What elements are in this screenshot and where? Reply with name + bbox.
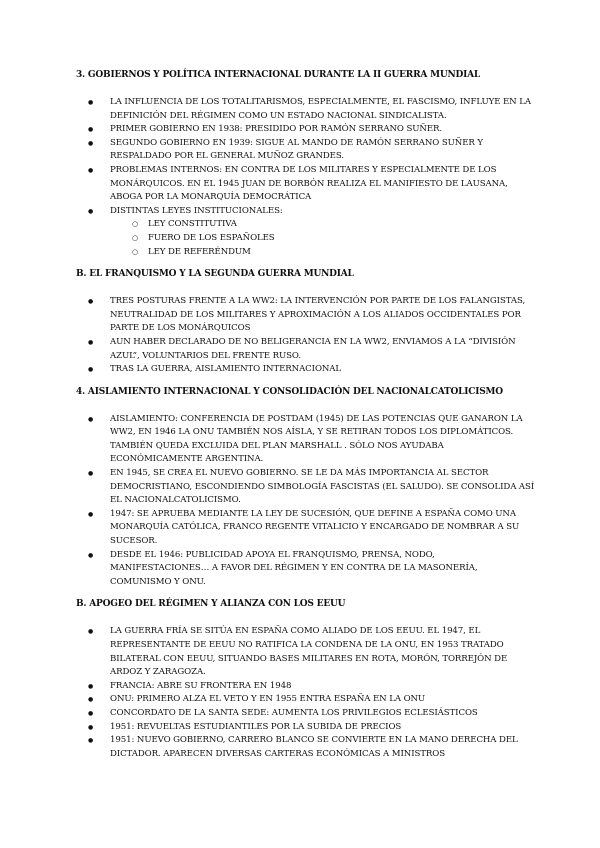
section-heading: B. APOGEO DEL RÉGIMEN Y ALIANZA CON LOS EEUU [76,599,346,610]
sub-list [110,218,536,259]
list-item: ● 1951: NUEVO GOBIERNO, CARRERO BLANCO SE CONVIERTE EN LA MANO DERECHA DEL DICTADOR. APARECEN DIVERSAS CARTERAS ECONÓMICAS A MINISTROS [76,734,536,761]
list-item: ● FRANCIA: ABRE SU FRONTERA EN 1948 [76,680,536,694]
list-item: ● CONCORDATO DE LA SANTA SEDE: AUMENTA LOS PRIVILEGIOS ECLESIÁSTICOS [76,707,536,721]
list-item: ● 1947: SE APRUEBA MEDIANTE LA LEY DE SUCESIÓN, QUE DEFINE A ESPAÑA COMO UNA MONARQUÍA CATÓLICA, FRANCO REGENTE VITALICIO Y ENCARGADO DE NOMBRAR A SU SUCESOR. [76,508,536,549]
section-heading: 4. AISLAMIENTO INTERNACIONAL Y CONSOLIDACIÓN DEL NACIONALCATOLICISMO [76,386,503,397]
bullet-list [76,295,536,377]
document-content [76,70,536,771]
list-item: ● LA GUERRA FRÍA SE SITÚA EN ESPAÑA COMO ALIADO DE LOS EEUU. EL 1947, EL REPRESENTANTE DE EEUU NO RATIFICA LA CONDENA DE LA ONU, EN 1953 TRATADO BILATERAL CON EEUU, SITUANDO BASES MILITARES EN ROTA, MORÓN, TORREJÓN DE ARDOZ Y ZARAGOZA. [76,625,536,679]
list-item [76,205,536,259]
list-item: ● PROBLEMAS INTERNOS: EN CONTRA DE LOS MILITARES Y ESPECIALMENTE DE LOS MONÁRQUICOS. EN EL 1945 JUAN DE BORBÓN REALIZA EL MANIFIESTO DE LAUSANA, ABOGA POR LA MONARQUÍA DEMOCRÁTICA [76,164,536,205]
list-item: ● SEGUNDO GOBIERNO EN 1939: SIGUE AL MANDO DE RAMÓN SERRANO SUÑER Y RESPALDADO POR EL GENERAL MUÑOZ GRANDES. [76,137,536,164]
section-franquismo-ww2 [76,269,536,377]
list-item: ● LA INFLUENCIA DE LOS TOTALITARISMOS, ESPECIALMENTE, EL FASCISMO, INFLUYE EN LA DEFINICIÓN DEL RÉGIMEN COMO UN ESTADO NACIONAL SINDICALISTA. [76,96,536,123]
list-item: ● AISLAMIENTO: CONFERENCIA DE POSTDAM (1945) DE LAS POTENCIAS QUE GANARON LA WW2, EN 1946 LA ONU TAMBIÉN NOS AÍSLA, Y SE RETIRAN TODOS LOS DIPLOMÁTICOS. TAMBIÉN QUEDA EXCLUIDA DEL PLAN MARSHALL . SÓLO NOS AYUDABA ECONÓMICAMENTE ARGENTINA. [76,413,536,467]
section-apogeo [76,599,536,761]
bullet-list [76,413,536,590]
sub-list-item: ○ LEY CONSTITUTIVA [110,218,536,232]
bullet-list [76,96,536,259]
list-item-text: DISTINTAS LEYES INSTITUCIONALES: [110,205,283,216]
sub-list-item: ○ FUERO DE LOS ESPAÑOLES [110,232,536,246]
bullet-list [76,625,536,761]
section-heading: B. EL FRANQUISMO Y LA SEGUNDA GUERRA MUNDIAL [76,269,354,280]
list-item: ● 1951: REVUELTAS ESTUDIANTILES POR LA SUBIDA DE PRECIOS [76,721,536,735]
list-item: ● AUN HABER DECLARADO DE NO BELIGERANCIA EN LA WW2, ENVIAMOS A LA “DIVISIÓN AZUL”, VOLUNTARIOS DEL FRENTE RUSO. [76,336,536,363]
list-item: ● ONU: PRIMERO ALZA EL VETO Y EN 1955 ENTRA ESPAÑA EN LA ONU [76,693,536,707]
list-item: ● TRES POSTURAS FRENTE A LA WW2: LA INTERVENCIÓN POR PARTE DE LOS FALANGISTAS, NEUTRALIDAD DE LOS MILITARES Y APROXIMACIÓN A LOS ALIADOS OCCIDENTALES POR PARTE DE LOS MONÁRQUICOS [76,295,536,336]
list-item: ● TRAS LA GUERRA, AISLAMIENTO INTERNACIONAL [76,363,536,377]
list-item: ● PRIMER GOBIERNO EN 1938: PRESIDIDO POR RAMÓN SERRANO SUÑER. [76,123,536,137]
list-item: ● DESDE EL 1946: PUBLICIDAD APOYA EL FRANQUISMO, PRENSA, NODO, MANIFESTACIONES… A FAVOR DEL RÉGIMEN Y EN CONTRA DE LA MASONERÍA, COMUNISMO Y ONU. [76,549,536,590]
sub-list-item: ○ LEY DE REFERÉNDUM [110,246,536,260]
section-gobiernos [76,70,536,259]
section-aislamiento [76,387,536,590]
list-item: ● EN 1945, SE CREA EL NUEVO GOBIERNO. SE LE DA MÁS IMPORTANCIA AL SECTOR DEMOCRISTIANO, ESCONDIENDO SIMBOLOGÍA FASCISTAS (EL SALUDO). SE CONSOLIDA ASÍ EL NACIONALCATOLICISMO. [76,467,536,508]
section-heading: 3. GOBIERNOS Y POLÍTICA INTERNACIONAL DURANTE LA II GUERRA MUNDIAL [76,70,481,80]
